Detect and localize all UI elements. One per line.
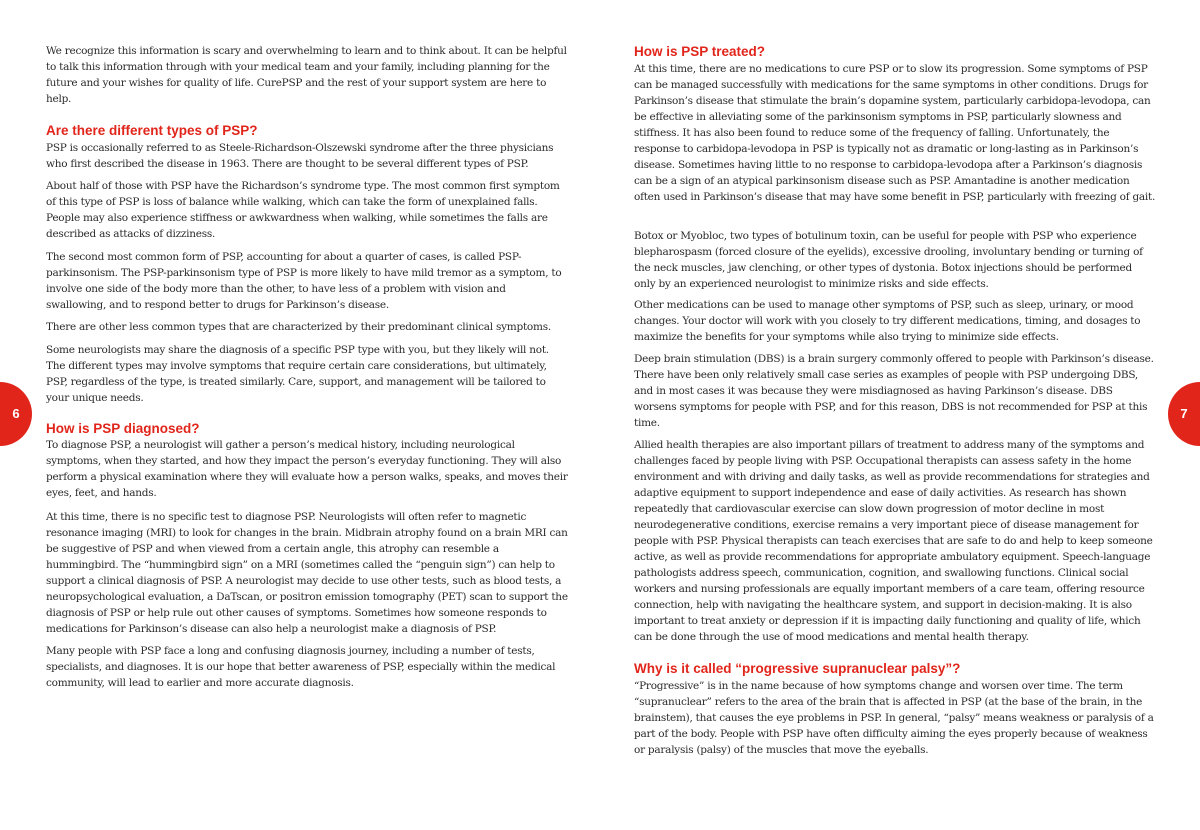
page-number-right: 7 xyxy=(1180,406,1188,421)
page-number-left: 6 xyxy=(12,406,20,421)
types-heading: Are there different types of PSP? xyxy=(46,123,258,138)
intro-paragraph: We recognize this information is scary and overwhelming to learn and to think about. It can be helpful to talk this information through with your medical team and your family, including planning for the future and your wishes for quality of life. CurePSP and the rest of your support system are here to help. xyxy=(46,45,567,105)
diagnosed-paragraph-3: Many people with PSP face a long and confusing diagnosis journey, including a number of tests, specialists, and diagnoses. It is our hope that better awareness of PSP, especially within the medical community, will lead to earlier and more accurate diagnosis. xyxy=(46,645,556,689)
name-paragraph-1: “Progressive” is in the name because of how symptoms change and worsen over time. The term “supranuclear” refers to the area of the brain that is affected in PSP (at the base of the brain, in the brainstem), that causes the eye problems in PSP. In general, “palsy” means weakness or paralysis of a part of the body. People with PSP have often difficulty aiming the eyes properly because of weakness or paralysis (palsy) of the muscles that move the eyeballs. xyxy=(634,680,1154,756)
name-heading: Why is it called “progressive supranuclear palsy”? xyxy=(634,661,961,676)
types-paragraph-2: About half of those with PSP have the Richardson’s syndrome type. The most common first symptom of this type of PSP is loss of balance while walking, which can take the form of unexplained falls. People may also experience stiffness or awkwardness when walking, while sometimes the falls are described as attacks of dizziness. xyxy=(46,180,560,240)
diagnosed-paragraph-1: To diagnose PSP, a neurologist will gather a person’s medical history, including neurological symptoms, when they started, and how they impact the person’s everyday functioning. They will also perform a physical examination where they will evaluate how a person walks, speaks, and moves their eyes, feet, and hands. xyxy=(46,439,568,499)
diagnosed-heading: How is PSP diagnosed? xyxy=(46,421,200,436)
treated-paragraph-1: At this time, there are no medications to cure PSP or to slow its progression. Some symptoms of PSP can be managed successfully with medications for the same symptoms in other conditions. Drugs for Parkinson’s disease that stimulate the brain’s dopamine system, particularly carbidopa-levodopa, can be effective in alleviating some of the parkinsonism symptoms in PSP, particularly slowness and stiffness. It has also been found to reduce some of the frequency of falling. Unfortunately, the response to carbidopa-levodopa in PSP is typically not as dramatic or long-lasting as in Parkinson’s disease. Sometimes having little to no response to carbidopa-levodopa after a Parkinson’s diagnosis can be a sign of an atypical parkinsonism disease such as PSP. Amantadine is another medication often used in Parkinson’s disease that may have some benefit in PSP, particularly with freezing of gait. xyxy=(634,63,1156,203)
types-paragraph-5: Some neurologists may share the diagnosis of a specific PSP type with you, but they likely will not. The different types may involve symptoms that require certain care considerations, but ultimately, PSP, regardless of the type, is treated similarly. Care, support, and management will be tailored to your unique needs. xyxy=(46,344,549,404)
diagnosed-paragraph-2: At this time, there is no specific test to diagnose PSP. Neurologists will often refer to magnetic resonance imaging (MRI) to look for changes in the brain. Midbrain atrophy found on a brain MRI can be suggestive of PSP and when viewed from a certain angle, this atrophy can resemble a hummingbird. The “hummingbird sign” on a MRI (sometimes called the “penguin sign”) can help to support a clinical diagnosis of PSP. A neurologist may decide to use other tests, such as blood tests, a neuropsychological evaluation, a DaTscan, or positron emission tomography (PET) scan to support the diagnosis of PSP or help rule out other causes of symptoms. Sometimes how someone responds to medications for Parkinson’s disease can also help a neurologist make a diagnosis of PSP. xyxy=(46,511,568,635)
treated-paragraph-4: Deep brain stimulation (DBS) is a brain surgery commonly offered to people with Parkinson’s disease. There have been only relatively small case series as examples of people with PSP undergoing DBS, and in most cases it was because they were misdiagnosed as having Parkinson’s disease. DBS worsens symptoms for people with PSP, and for this reason, DBS is not recommended for PSP at this time. xyxy=(634,353,1154,429)
page-number-tab-right xyxy=(1168,382,1200,446)
treated-paragraph-5: Allied health therapies are also important pillars of treatment to address many of the symptoms and challenges faced by people living with PSP. Occupational therapists can assess safety in the home environment and with driving and daily tasks, as well as provide recommendations for strategies and adaptive equipment to support independence and ease of daily activities. As research has shown repeatedly that cardiovascular exercise can slow down progression of motor decline in most neurodegenerative conditions, exercise remains a very important piece of disease management for people with PSP. Physical therapists can teach exercises that are safe to do and help to keep someone active, as well as provide recommendations for appropriate ambulatory equipment. Speech-language pathologists address speech, communication, cognition, and swallowing functions. Clinical social workers and nursing professionals are equally important members of a care team, offering resource connection, help with navigating the healthcare system, and support in decision-making. It is also important to treat anxiety or depression if it is impacting daily functioning and quality of life, which can be done through the use of mood medications and mental health therapy. xyxy=(634,439,1153,643)
treated-paragraph-3: Other medications can be used to manage other symptoms of PSP, such as sleep, urinary, or mood changes. Your doctor will work with you closely to try different medications, timing, and dosages to maximize the benefits for your symptoms while also trying to minimize side effects. xyxy=(634,299,1141,343)
treated-heading: How is PSP treated? xyxy=(634,44,766,59)
treated-paragraph-2: Botox or Myobloc, two types of botulinum toxin, can be useful for people with PSP who experience blepharospasm (forced closure of the eyelids), excessive drooling, involuntary bending or turning of the neck muscles, jaw clenching, or other types of dystonia. Botox injections should be performed only by an experienced neurologist to minimize risks and side effects. xyxy=(634,230,1143,290)
page-number-tab-left xyxy=(0,382,32,446)
types-paragraph-1: PSP is occasionally referred to as Steele-Richardson-Olszewski syndrome after the three physicians who first described the disease in 1963. There are thought to be several different types of PSP. xyxy=(46,142,554,170)
types-paragraph-3: The second most common form of PSP, accounting for about a quarter of cases, is called PSP-parkinsonism. The PSP-parkinsonism type of PSP is more likely to have mild tremor as a symptom, to involve one side of the body more than the other, to have less of a problem with vision and swallowing, and to respond better to drugs for Parkinson’s disease. xyxy=(46,251,562,311)
types-paragraph-4: There are other less common types that are characterized by their predominant clinical symptoms. xyxy=(46,321,551,333)
